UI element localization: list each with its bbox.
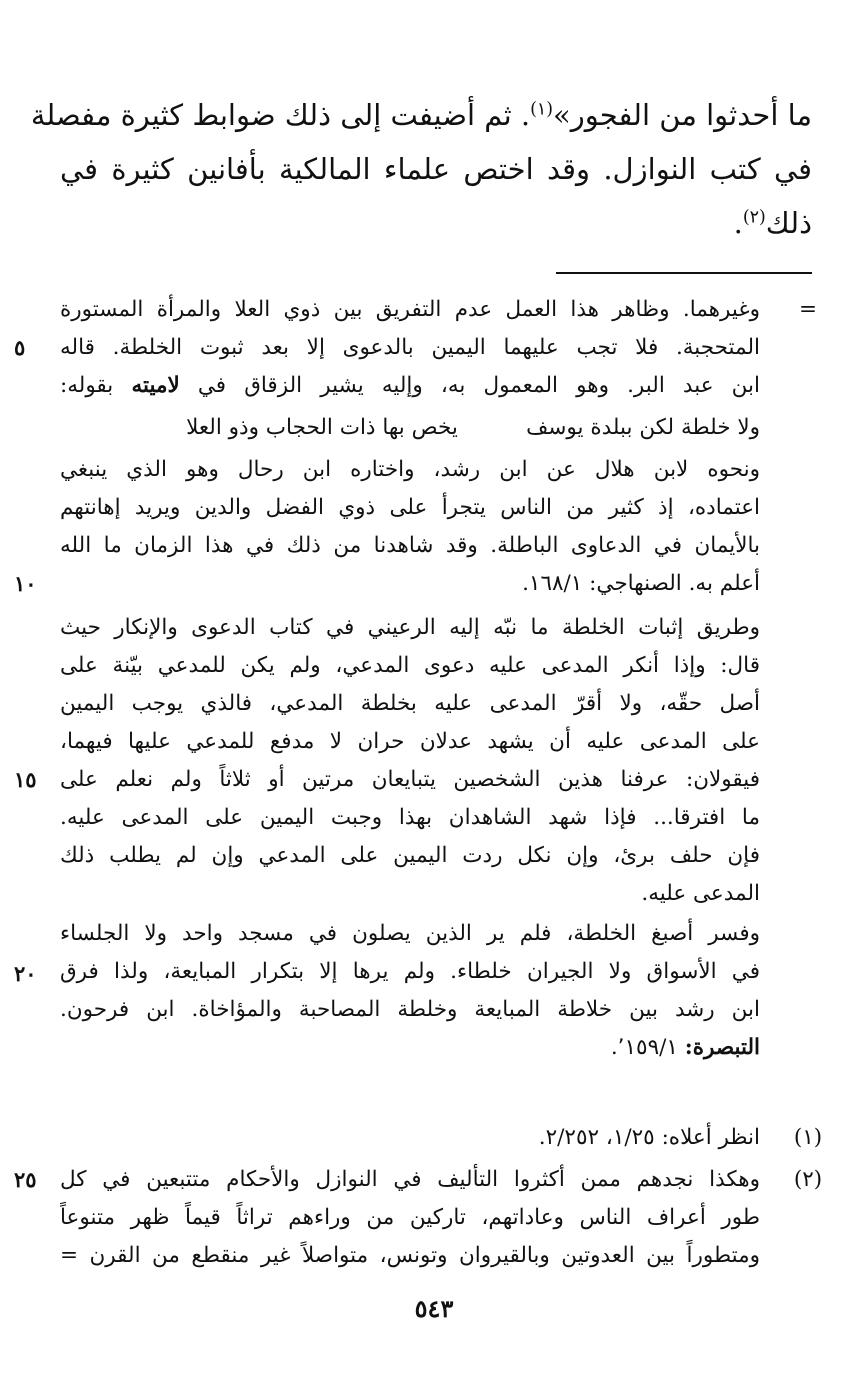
- footnote-line: وغيرهما. وظاهر هذا العمل عدم التفريق بين ذوي العلا والمرأة المستورة: [60, 297, 760, 322]
- footnote-line: ابن رشد بين خلاطة المبايعة وخلطة المصاحبة والمؤاخاة. ابن فرحون.: [60, 997, 760, 1022]
- footnote-line: أعلم به. الصنهاجي: ١٦٨/١.: [522, 571, 760, 596]
- footnote-line: المدعى عليه.: [641, 881, 760, 906]
- footnote-line: ما افترقا... فإذا شهد الشاهدان بهذا وجبت اليمين على المدعى عليه.: [60, 805, 760, 830]
- verse-line: ولا خلطة لكن ببلدة يوسف يخص بها ذات الحجاب وذو العلا: [186, 415, 760, 440]
- continuation-marker: =: [798, 297, 817, 322]
- line-number: ٢٥: [14, 1167, 37, 1192]
- footnote-line: في الأسواق ولا الجيران خلطاء. ولم يرها إلا بتكرار المبايعة، ولذا فرق: [60, 959, 760, 984]
- line-number: ٢٠: [14, 961, 37, 986]
- footnote-line: ابن عبد البر. وهو المعمول به، وإليه يشير الزقاق في لاميته بقوله:: [60, 373, 760, 398]
- footnote-line: قال: وإذا أنكر المدعى عليه دعوى المدعي، ولم يكن للمدعي بيّنة على: [60, 653, 760, 678]
- line-number: ١٠: [14, 571, 37, 596]
- main-text: [30, 88, 812, 250]
- footnote-line: التبصرة: ٬١٥٩/١.: [610, 1035, 760, 1060]
- footnote-line: على المدعى عليه أن يشهد عدلان حران لا مدفع للمدعي عليها فيهما،: [60, 729, 760, 754]
- footnote-line: ونحوه لابن هلال عن ابن رشد، واختاره ابن رحال وهو الذي ينبغي: [60, 457, 760, 482]
- footnote-marker-1: (١): [793, 1125, 823, 1150]
- footnote-line: طور أعراف الناس وعاداتهم، تاركين من وراءهم تراثاً قيماً ظهر متنوعاً: [60, 1205, 760, 1230]
- poem-title: لاميته: [131, 373, 180, 398]
- footnote-line: وهكذا نجدهم ممن أكثروا التأليف في النوازل والأحكام متتبعين في كل: [60, 1167, 760, 1192]
- line-number: ٥: [14, 335, 26, 360]
- footnote-line: ومتطوراً بين العدوتين وبالقيروان وتونس، متواصلاً غير منقطع من القرن =: [60, 1243, 760, 1268]
- footnote-ref: (٢): [742, 207, 766, 228]
- footnote-line: اعتماده، إذ كثير من الناس يتجرأ على ذوي الفضل والدين ويريد إهانتهم: [60, 495, 760, 520]
- footnote-ref: (١): [530, 99, 554, 120]
- page-number: ٥٤٣: [414, 1294, 454, 1323]
- footnote-line: بالأيمان في الدعاوى الباطلة. وقد شاهدنا من ذلك في هذا الزمان ما الله: [60, 533, 760, 558]
- main-line: ذلك$^{(٢)}$.: [733, 206, 812, 240]
- source-title: التبصرة:: [684, 1035, 760, 1060]
- line-number: ١٥: [14, 767, 37, 792]
- footnote-line: انظر أعلاه: ١/٢٥، ٢/٢٥٢.: [538, 1125, 760, 1150]
- main-line: في كتب النوازل. وقد اختص علماء المالكية بأفانين كثيرة في: [60, 152, 812, 186]
- footnote-line: وطريق إثبات الخلطة ما نبّه إليه الرعيني في كتاب الدعوى والإنكار حيث: [60, 615, 760, 640]
- footnote-line: المتحجبة. فلا تجب عليهما اليمين بالدعوى إلا بعد ثبوت الخلطة. قاله: [60, 335, 760, 360]
- footnote-line: أصل حقّه، ولا أقرّ المدعى عليه بخلطة المدعي، فالذي يوجب اليمين: [60, 691, 760, 716]
- footnote-marker-2: (٢): [793, 1167, 823, 1192]
- footnote-separator: [556, 272, 812, 274]
- footnote-line: وفسر أصبغ الخلطة، فلم ير الذين يصلون في مسجد واحد ولا الجلساء: [60, 921, 760, 946]
- footnote-line: فإن حلف برئ، وإن نكل ردت اليمين على المدعي وإن لم يطلب ذلك: [60, 843, 760, 868]
- footnote-line: فيقولان: عرفنا هذين الشخصين يتبايعان مرتين أو ثلاثاً ولم نعلم على: [60, 767, 760, 792]
- main-line: ما أحدثوا من الفجور»$^{(١)}$. ثم أضيفت إلى ذلك ضوابط كثيرة مفصلة: [30, 98, 812, 132]
